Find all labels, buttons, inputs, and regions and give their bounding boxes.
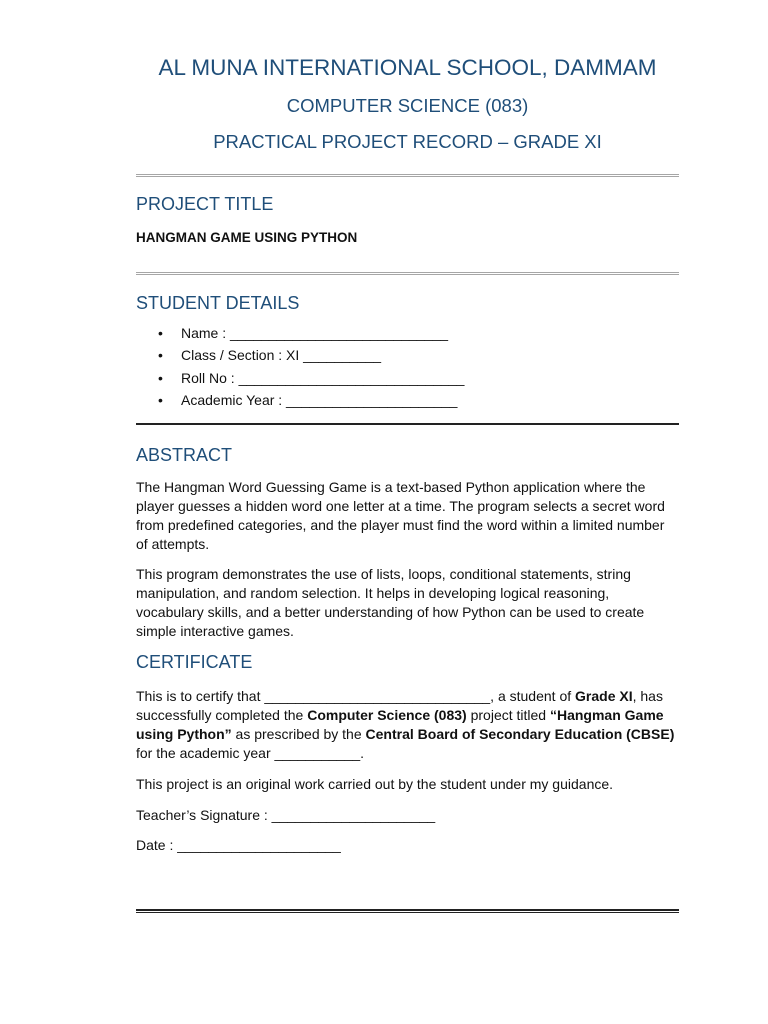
certificate-text: as prescribed by the bbox=[231, 726, 366, 742]
bullet-icon: • bbox=[158, 391, 163, 408]
teacher-signature-line: Teacher’s Signature : _____________________ bbox=[136, 807, 436, 823]
list-item bbox=[136, 344, 464, 366]
certificate-text: , has successfully completed the bbox=[136, 688, 663, 723]
certificate-paragraph-1 bbox=[136, 687, 679, 763]
date-line: Date : _____________________ bbox=[136, 837, 341, 853]
certificate-project-title: “Hangman Game using Python” bbox=[136, 707, 664, 742]
project-title-heading: PROJECT TITLE bbox=[136, 194, 274, 214]
student-roll-field: Roll No : _____________________________ bbox=[181, 369, 465, 386]
student-details-heading: STUDENT DETAILS bbox=[136, 293, 300, 313]
list-item bbox=[136, 367, 464, 389]
student-class-field: Class / Section : XI __________ bbox=[181, 347, 382, 364]
project-title-value: HANGMAN GAME USING PYTHON bbox=[136, 230, 358, 245]
bullet-icon: • bbox=[158, 369, 163, 386]
divider-student bbox=[136, 423, 679, 425]
certificate-text: project titled bbox=[466, 707, 550, 723]
record-title: PRACTICAL PROJECT RECORD – GRADE XI bbox=[213, 131, 602, 152]
document-page bbox=[136, 0, 679, 1024]
list-item bbox=[136, 389, 464, 411]
abstract-paragraph-2: This program demonstrates the use of lists, loops, conditional statements, string manipulation, and random selection. It helps in developing logical reasoning, vocabulary skills, and a better understanding of how Python can be used to create simple interactive games. bbox=[136, 566, 645, 639]
abstract-paragraph-1: The Hangman Word Guessing Game is a text-based Python application where the player guesses a hidden word one letter at a time. The program selects a secret word from predefined categories, and the player must find the word within a limited number of attempts. bbox=[136, 479, 665, 552]
certificate-paragraph-2: This project is an original work carried out by the student under my guidance. bbox=[136, 776, 614, 792]
abstract-heading: ABSTRACT bbox=[136, 445, 233, 465]
divider-footer bbox=[136, 909, 679, 913]
divider-project bbox=[136, 272, 679, 275]
certificate-grade: Grade XI bbox=[575, 688, 633, 704]
bullet-icon: • bbox=[158, 347, 163, 364]
certificate-text: for the academic year ___________. bbox=[136, 745, 365, 761]
school-name: AL MUNA INTERNATIONAL SCHOOL, DAMMAM bbox=[158, 55, 657, 80]
certificate-subject: Computer Science (083) bbox=[307, 707, 467, 723]
certificate-text: This is to certify that _____________________________, a student of bbox=[136, 688, 576, 704]
student-year-field: Academic Year : ______________________ bbox=[181, 391, 458, 408]
student-details-list bbox=[136, 322, 464, 411]
subject-title: COMPUTER SCIENCE (083) bbox=[286, 95, 529, 116]
divider-header bbox=[136, 174, 679, 177]
student-name-field: Name : ____________________________ bbox=[181, 325, 449, 341]
certificate-heading: CERTIFICATE bbox=[136, 652, 253, 672]
bullet-icon: • bbox=[158, 325, 163, 341]
list-item bbox=[136, 322, 464, 344]
certificate-board: Central Board of Secondary Education (CBSE) bbox=[365, 726, 675, 742]
